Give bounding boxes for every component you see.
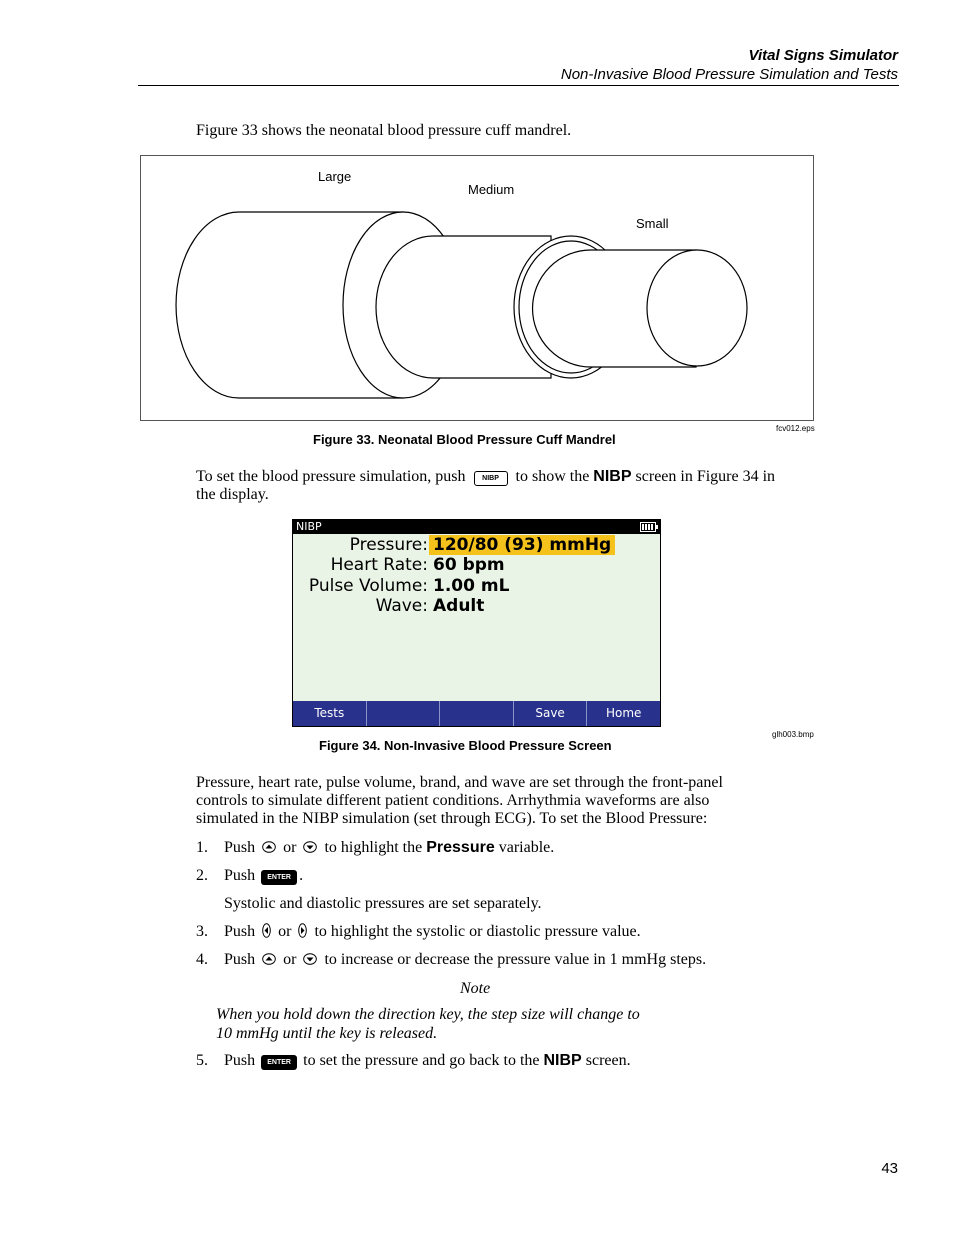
screen-title-bar [293,520,660,534]
step-3-push: Push [224,923,256,940]
step-2-push: Push [224,867,256,884]
label-small: Small [636,216,669,231]
step-2-number: 2. [196,867,208,884]
description-line-1: Pressure, heart rate, pulse volume, brand, and wave are set through the front-panel [196,774,723,791]
step-5-text: to set the pressure and go back to the [303,1052,540,1069]
down-arrow-icon [303,841,317,853]
step-5-bold: NIBP [543,1052,582,1069]
set-bp-text-after: screen in Figure 34 in [635,468,776,485]
note-line-1: When you hold down the direction key, the step size will change to [216,1006,640,1023]
step-1-push: Push [224,839,256,856]
pulse-volume-label: Pulse Volume: [308,576,428,596]
nibp-key-icon: NIBP [474,471,508,486]
step-3-number: 3. [196,923,208,940]
enter-key-icon: ENTER [261,870,297,885]
figure-34-file-id: glh003.bmp [772,730,814,739]
pulse-volume-value: 1.00 mL [433,576,510,596]
figure-33-mandrel [140,155,814,421]
step-5-number: 5. [196,1052,208,1069]
softkey-blank-1[interactable] [367,701,441,726]
set-bp-line2: the display. [196,486,269,503]
up-arrow-icon [262,953,276,965]
step-2-note: Systolic and diastolic pressures are set separately. [224,895,542,912]
enter-key-icon: ENTER [261,1055,297,1070]
step-4-push: Push [224,951,256,968]
set-bp-text: To set the blood pressure simulation, push [196,468,466,485]
step-1-bold: Pressure [426,839,495,856]
step-4-or: or [283,951,297,968]
note-line-2: 10 mmHg until the key is released. [216,1025,438,1042]
step-5-after: screen. [585,1052,631,1069]
pressure-label: Pressure: [349,535,428,555]
step-5 [224,1052,631,1071]
running-header-title: Vital Signs Simulator [748,47,898,64]
label-medium: Medium [468,182,515,197]
figure-33-file-id: fcv012.eps [776,424,815,433]
step-4 [224,951,706,970]
step-3-text: to highlight the systolic or diastolic pressure value. [314,923,641,940]
running-header-subtitle: Non-Invasive Blood Pressure Simulation and Tests [560,66,898,83]
step-3 [224,923,641,942]
step-3-or: or [278,923,292,940]
header-rule [138,85,899,86]
note-title: Note [460,980,491,997]
pulse-volume-row[interactable] [293,576,660,596]
step-1-text: to highlight the [324,839,423,856]
figure-34-caption: Figure 34. Non-Invasive Blood Pressure Screen [319,738,612,753]
pressure-row[interactable] [293,535,660,555]
battery-icon [640,522,658,532]
softkey-home[interactable]: Home [605,706,642,720]
step-1-after: variable. [498,839,555,856]
screen-title: NIBP [296,520,322,533]
heart-rate-row[interactable] [293,555,660,575]
softkey-blank-2[interactable] [440,701,514,726]
step-4-number: 4. [196,951,208,968]
figure-33-caption: Figure 33. Neonatal Blood Pressure Cuff Mandrel [313,432,616,447]
description-line-3: simulated in the NIBP simulation (set through ECG). To set the Blood Pressure: [196,810,708,827]
step-1 [224,839,554,858]
step-2 [224,867,303,886]
down-arrow-icon [303,953,317,965]
step-2-after: . [299,867,304,884]
wave-label: Wave: [375,596,428,616]
step-5-push: Push [224,1052,256,1069]
small-cylinder-face [647,250,747,366]
step-4-text: to increase or decrease the pressure value in 1 mmHg steps. [324,951,707,968]
nibp-screen [292,519,661,727]
set-bp-bold: NIBP [593,468,632,485]
softkey-save[interactable]: Save [514,701,588,726]
description-line-2: controls to simulate different patient conditions. Arrhythmia waveforms are also [196,792,710,809]
page-number: 43 [881,1160,898,1177]
wave-value: Adult [433,596,485,616]
up-arrow-icon [262,841,276,853]
step-1-or: or [283,839,297,856]
intro-paragraph: Figure 33 shows the neonatal blood pressure cuff mandrel. [196,122,572,139]
step-1-number: 1. [196,839,208,856]
softkey-tests[interactable]: Tests [293,701,367,726]
set-bp-text-middle: to show the [515,468,590,485]
wave-row[interactable] [293,596,660,616]
set-bp-paragraph [196,468,775,487]
heart-rate-label: Heart Rate: [330,555,428,575]
pressure-value: 120/80 (93) mmHg [429,535,615,555]
heart-rate-value: 60 bpm [433,555,505,575]
right-arrow-icon [298,923,307,938]
label-large: Large [318,169,352,184]
left-arrow-icon [262,923,271,938]
softkey-bar [293,701,660,726]
